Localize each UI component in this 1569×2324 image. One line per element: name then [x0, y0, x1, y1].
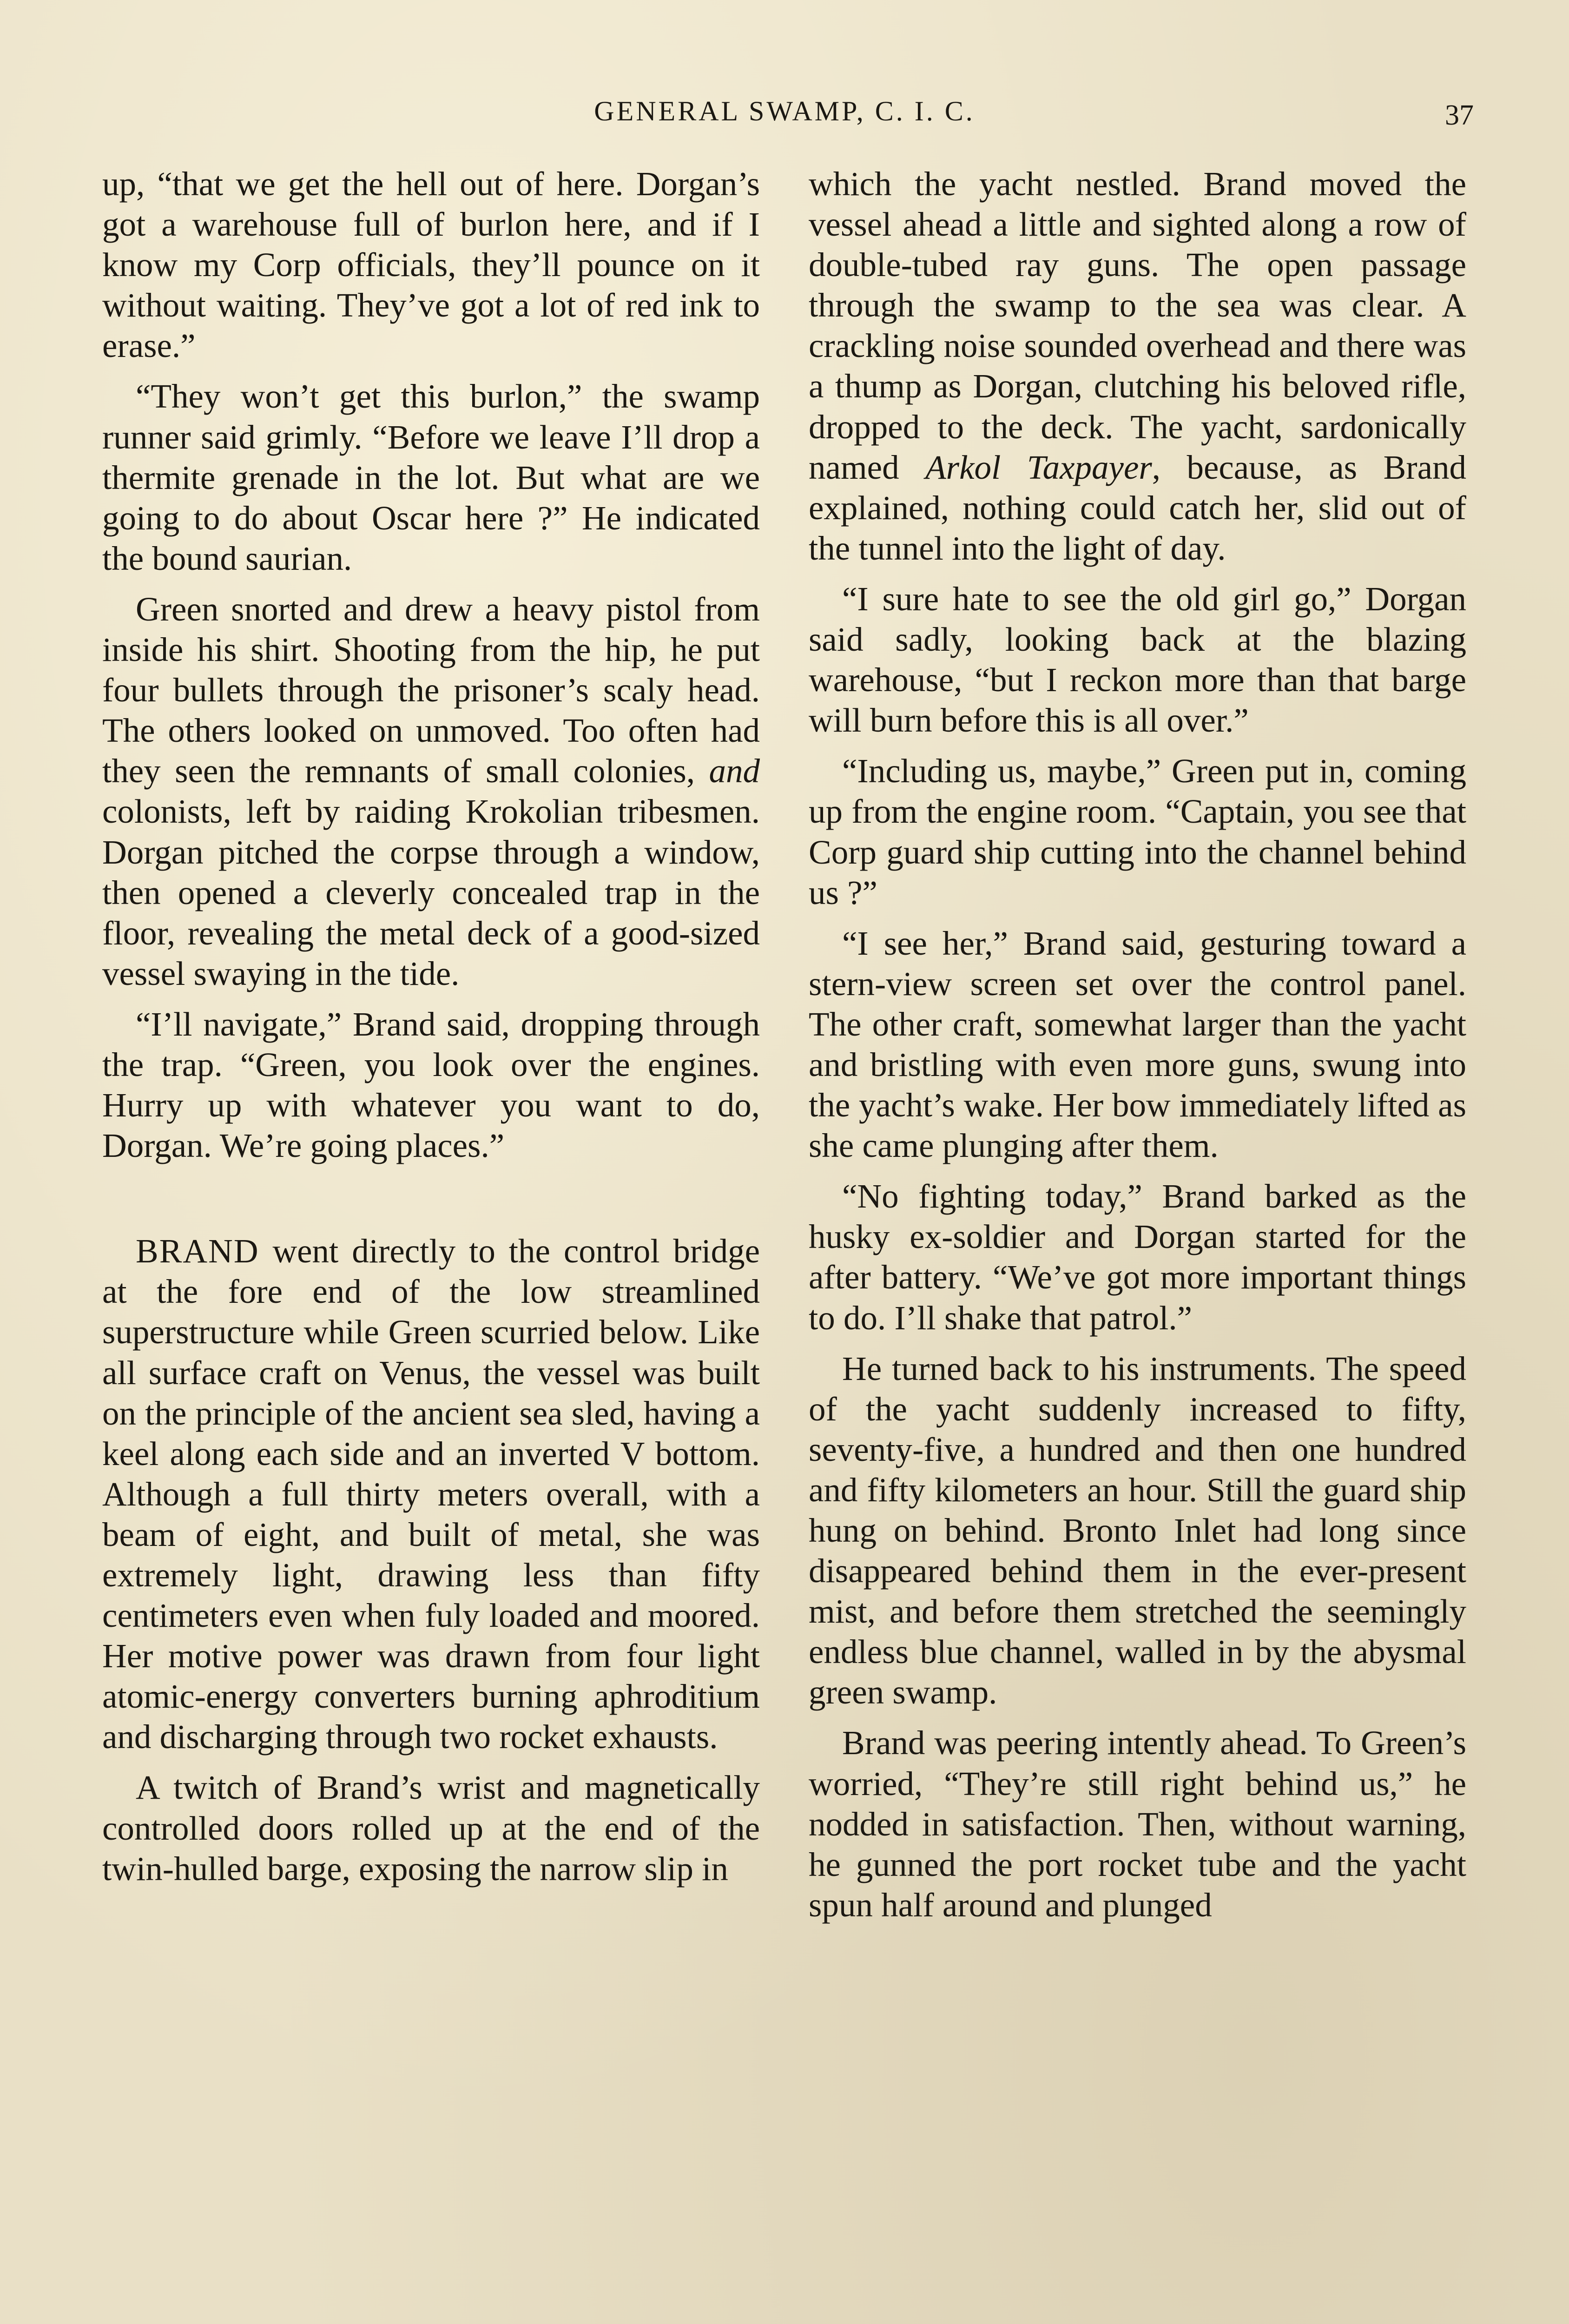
emphasis: and — [709, 752, 760, 790]
paragraph: A twitch of Brand’s wrist and magnetically controlled doors rolled up at the end of the twin-hulled barge, exposing the narrow slip in — [102, 1769, 760, 1888]
paragraph: “They won’t get this burlon,” the swamp runner said grimly. “Before we leave I’ll drop a thermite grenade in the lot. But what are we going to do about Oscar here ?” He indicated the bound saurian. — [102, 377, 760, 577]
paragraph: “No fighting today,” Brand barked as the husky ex-soldier and Dorgan started for the after battery. “We’ve got more important things to do. I’ll shake that patrol.” — [809, 1177, 1466, 1337]
paragraph — [102, 589, 760, 994]
text-run: went directly to the control bridge at the fore end of the low streamlined superstructure while Green scurried below. Like all surface craft on Venus, the vessel was built on the principle of the ancient sea sled, having a keel along each side and an inverted V bottom. Although a full thirty meters overall, with a beam of eight, and built of metal, she was extremely light, drawing less than fifty centimeters even when fuly loaded and moored. Her motive power was drawn from four light atomic-energy converters burning aphroditium and discharging through two rocket exhausts. — [102, 1232, 760, 1756]
paragraph: Brand was peering intently ahead. To Green’s worried, “They’re still right behind us,” he nodded in satisfaction. Then, without warning, he gunned the port rocket tube and the yacht spun half around and plunged — [809, 1724, 1466, 1924]
paragraph — [809, 164, 1466, 568]
paragraph: He turned back to his instruments. The speed of the yacht suddenly increased to fifty, seventy-five, a hundred and then one hundred and fifty kilometers an hour. Still the guard ship hung on behind. Bronto Inlet had long since disappeared behind them in the ever-present mist, and before them stretched the seemingly endless blue channel, walled in by the abysmal green swamp. — [809, 1349, 1466, 1711]
ship-name: Arkol Taxpayer — [925, 448, 1152, 486]
text-run: Green snorted and drew a heavy pistol from inside his shirt. Shooting from the hip, he put four bullets through the prisoner’s scaly head. The others looked on unmoved. Too often had they seen the remnants of small colonies, — [102, 590, 760, 790]
paragraph: “Including us, maybe,” Green put in, coming up from the engine room. “Captain, you see that Corp guard ship cutting into the channel behind us ?” — [809, 752, 1466, 911]
page-number: 37 — [1445, 99, 1474, 131]
paragraph: “I’ll navigate,” Brand said, dropping through the trap. “Green, you look over the engines. Hurry up with whatever you want to do, Dorgan. We’re going places.” — [102, 1005, 760, 1165]
running-title: GENERAL SWAMP, C. I. C. — [594, 96, 975, 126]
paragraph: up, “that we get the hell out of here. Dorgan’s got a warehouse full of burlon here, and if I know my Corp officials, they’ll pounce on it without waiting. They’ve got a lot of red ink to erase.” — [102, 165, 760, 365]
left-column — [102, 164, 760, 1889]
text-run: colonists, left by raiding Krokolian tribesmen. Dorgan pitched the corpse through a window, then opened a cleverly concealed trap in the floor, revealing the metal deck of a good-sized vessel swaying in the tide. — [102, 792, 760, 992]
page-header — [0, 91, 1569, 132]
text-run: , because, as Brand explained, nothing could catch her, slid out of the tunnel into the light of day. — [809, 448, 1466, 567]
paragraph: “I see her,” Brand said, gesturing toward a stern-view screen set over the control panel. The other craft, somewhat larger than the yacht and bristling with even more guns, swung into the yacht’s wake. Her bow immediately lifted as she came plunging after them. — [809, 924, 1466, 1165]
section-start-paragraph — [102, 1231, 760, 1757]
small-caps-lead: BRAND — [136, 1232, 259, 1270]
right-column — [809, 164, 1466, 1925]
paragraph: “I sure hate to see the old girl go,” Dorgan said sadly, looking back at the blazing warehouse, “but I reckon more than that barge will burn before this is all over.” — [809, 580, 1466, 739]
text-run: which the yacht nestled. Brand moved the vessel ahead a little and sighted along a row of double-tubed ray guns. The open passage through the swamp to the sea was clear. A crackling noise sounded overhead and there was a thump as Dorgan, clutching his beloved rifle, dropped to the deck. The yacht, sardonically named — [809, 165, 1466, 486]
